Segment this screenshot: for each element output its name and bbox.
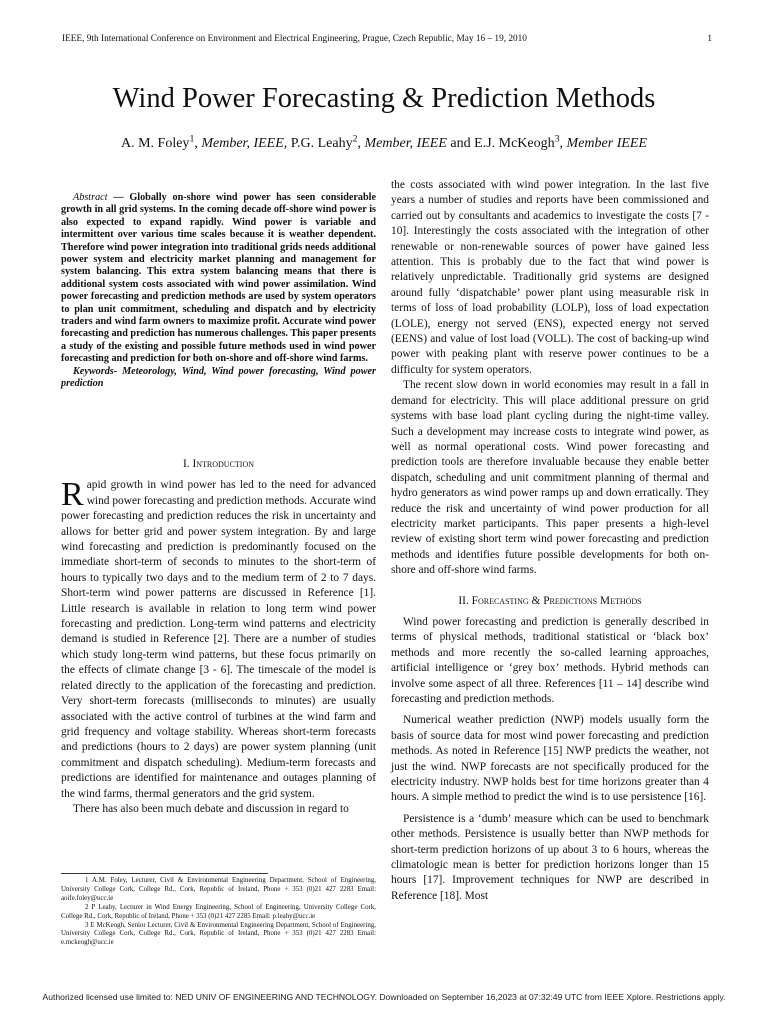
author-and: and (450, 136, 471, 151)
intro-paragraph-2-start: There has also been much debate and discussion in regard to (73, 802, 349, 815)
author-3: E.J. McKeogh (474, 136, 555, 151)
footnote-divider (61, 873, 268, 874)
keywords: Keywords- Meteorology, Wind, Wind power forecasting, Wind power prediction (61, 365, 376, 390)
author-3-role: Member IEEE (566, 136, 648, 151)
abstract-paragraph (61, 192, 376, 366)
abstract-block (61, 192, 376, 391)
conference-line: IEEE, 9th International Conference on Environment and Electrical Engineering, Prague, Czech Republic, May 16 – 19, 2010 (62, 34, 527, 44)
abstract-text: Globally on-shore wind power has seen considerable growth in all grid systems. In the coming decade off-shore wind power is also expected to expand rapidly. Wind power is variable and intermittent over various time scales because it is weather dependent. Therefore wind power integration into traditional grids needs additional power system and electricity market planning and management for system balancing. This extra system balancing means that there is additional system costs associated with wind power assimilation. Wind power forecasting and prediction methods are used by system operators to plan unit commitment, scheduling and dispatch and by electricity traders and wind farm owners to maximize profit. Accurate wind power forecasting and prediction has numerous challenges. This paper presents a study of the existing and possible future methods used in wind power forecasting and prediction for both on-shore and off-shore wind farms. (61, 192, 377, 365)
methods-paragraph-1: Wind power forecasting and prediction is generally described in terms of physical methods, traditional statistical or ‘black box’ methods and more recently the so-called learning approaches, artificial intelligence or ‘grey box’ methods. Hybrid methods can involve some aspect of all three. References [11 – 14] describe wind forecasting and prediction methods. (391, 615, 709, 705)
section-1-heading: I. Introduction (182, 458, 255, 470)
paper-title: Wind Power Forecasting & Prediction Methods (112, 83, 656, 114)
drop-cap: R (61, 476, 84, 514)
intro-paragraph-2-cont: the costs associated with wind power integration. In the last five years a number of studies and reports have been commissioned and carried out by consultants and academics to investigate the costs [7 - 10]. Interestingly the costs associated with the integration of other renewable or non-renewable sources of power have gained less attention. This is probably due to the fact that wind power is relatively unpredictable. Traditionally grid systems are designed around fully ‘dispatchable’ power plant using measurable risk in terms of loss of load probability (LOLP), loss of load expectation (LOLE), energy not served (ENS), expected energy not served (EENS) and value of lost load (VOLL). The cost of backing-up wind power with peaking plant with reserve power continues to be a difficulty for system operators. (391, 179, 709, 376)
footnote-1: 1 A.M. Foley, Lecturer, Civil & Environmental Engineering Department, School of Engineering, University College Cork, College Rd., Cork, Republic of Ireland, Phone + 353 (0)21 427 2283 Email: aoife.foley@ucc.ie (61, 877, 376, 902)
license-notice: Authorized licensed use limited to: NED UNIV OF ENGINEERING AND TECHNOLOGY. Downloaded on September 16,2023 at 07:32:49 UTC from IEEE Xplore. Restrictions apply. (42, 992, 726, 1002)
section-2-heading: II. Forecasting & Predictions Methods (458, 594, 642, 607)
intro-paragraph-1: Rapid growth in wind power has led to the need for advanced wind power forecasting and prediction methods. Accurate wind power forecasting and prediction reduces the risk in uncertainty and allows for better grid and power system integration. By and large wind forecasting and prediction is predominantly focused on the immediate short-term of seconds to minutes to the short-term of hours to typically two days and to the medium term of 2 to 7 days. Short-term wind power patterns are discussed in Reference [1]. Little research is available in relation to long term wind power forecasting and prediction. Long-term wind patterns and electricity demand is studied in Reference [2]. There are a number of studies which study long-term wind patterns, but these focus primarily on the effects of climate change [3 - 6]. The timescale of the model is related directly to the application of the forecasting and prediction. Very short-term forecasts (milliseconds to minutes) are usually associated with the active control of turbines at the wind farm and grid frequency and voltage stability. Whereas short-term forecasts and predictions (hours to 2 days) are power system planning (unit commitment and dispatch scheduling). Medium-term forecasts and predictions are identified for maintenance and outages planning of the wind farms, thermal generators and the grid system. (61, 476, 376, 800)
methods-paragraph-2: Numerical weather prediction (NWP) models usually form the basis of source data for most wind power forecasting and prediction methods. As noted in Reference [15] NWP predicts the weather, not just the wind. NWP forecasts are not specifically produced for the electricity industry. NWP holds best for time horizons greater than 4 hours. A simple method to predict the wind is to use persistence [16]. (391, 714, 709, 804)
footnote-3: 3 E McKeogh, Senior Lecturer, Civil & Environmental Engineering Department, School of Engineering, University College Cork, College Rd., Cork, Republic of Ireland, Phone + 353 (0)21 427 2283 Email: e.mckeogh@ucc.ie (61, 921, 376, 947)
abstract-label: Abstract (73, 192, 108, 203)
author-2-mark: 2 (352, 133, 358, 145)
author-1-mark: 1 (189, 133, 195, 145)
page-number: 1 (707, 34, 712, 44)
right-column (391, 178, 709, 904)
abstract-dash: — (107, 192, 130, 203)
running-header (62, 34, 712, 48)
footnote-2: 2 P Leahy, Lecturer in Wind Energy Engineering, School of Engineering, University College Cork, College Rd., Cork, Republic of Ireland, Phone + 353 (0)21 427 2285 Email: p.leahy@ucc.ie (61, 903, 376, 920)
intro-paragraph-3: The recent slow down in world economies may result in a fall in demand for electricity. This will place additional pressure on grid systems with base load plant cycling during the night-time valley. Such a development may increase costs to integrate wind power, as well as normal operational costs. Wind power forecasting and prediction tools are therefore invaluable because they enable better dispatch, scheduling and unit commitment planning of thermal and hydro generators as wind power ramps up and down erratically. They reduce the risk and uncertainty of wind power production for all electricity market participants. This paper presents a high-level review of existing short term wind power forecasting and prediction methods and identifies future possible developments for both on-shore and off-shore wind farms. (391, 379, 709, 577)
author-3-mark: 3 (554, 133, 560, 145)
footnotes (61, 877, 376, 948)
left-column (61, 457, 376, 817)
author-line: A. M. Foley$^1$, Member, IEEE, P.G. Leahy$^2$, Member, IEEE and E.J. McKeogh$^3$, Member IEEE (120, 133, 648, 151)
author-1-role: Member, IEEE (201, 136, 284, 151)
methods-paragraph-3: Persistence is a ‘dumb’ measure which can be used to benchmark other methods. Persistence is usually better than NWP methods for short-term prediction horizons of up about 3 to 6 hours, whereas the climatologic mean is better for prediction horizons longer than 15 hours [17]. Improvement techniques for NWP are described in Reference [18]. Most (391, 812, 709, 902)
author-2-role: Member, IEEE (364, 136, 447, 151)
author-2: P.G. Leahy (290, 136, 353, 151)
author-1: A. M. Foley (120, 136, 190, 151)
